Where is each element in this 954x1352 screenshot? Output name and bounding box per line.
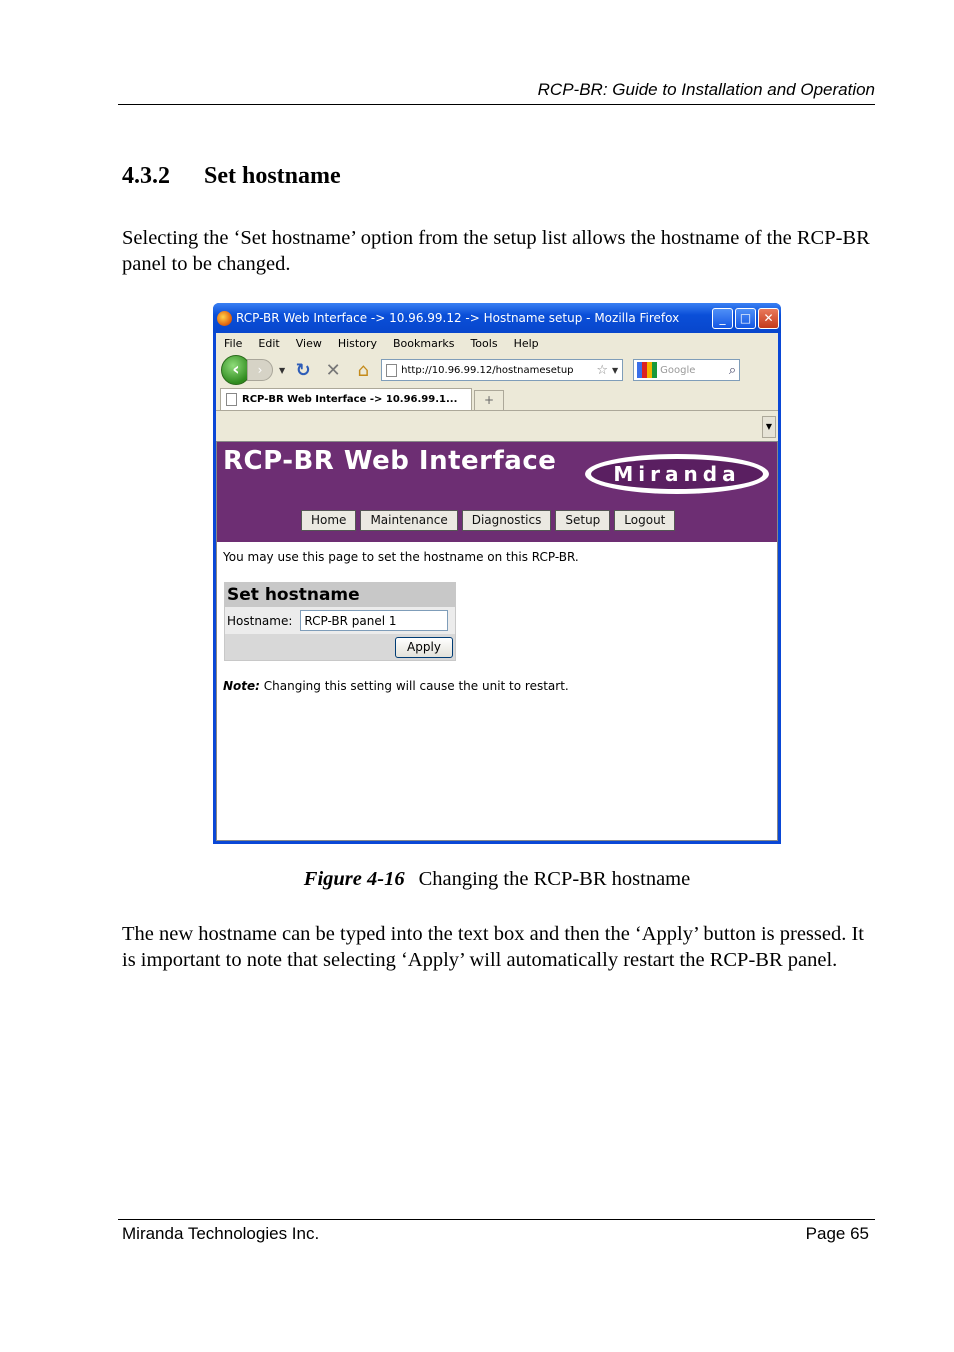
section-title: Set hostname <box>204 163 341 189</box>
note-text: Changing this setting will cause the unit to restart. <box>259 679 569 693</box>
back-arrow-icon[interactable]: ‹ <box>221 355 251 385</box>
hostname-row <box>225 607 455 634</box>
browser-chrome <box>216 333 778 841</box>
magnifier-icon[interactable]: ⌕ <box>728 362 737 378</box>
nav-logout-button[interactable]: Logout <box>614 510 675 531</box>
figure-caption <box>0 868 954 891</box>
apply-button[interactable]: Apply <box>395 637 453 658</box>
menu-help[interactable]: Help <box>513 336 539 350</box>
hostname-form <box>224 582 456 661</box>
nav-diagnostics-button[interactable]: Diagnostics <box>462 510 552 531</box>
form-footer <box>225 634 455 660</box>
menu-file[interactable]: File <box>224 336 243 350</box>
nav-maintenance-button[interactable]: Maintenance <box>360 510 457 531</box>
web-page-content <box>216 441 778 841</box>
footer-rule <box>118 1219 875 1220</box>
page-intro: You may use this page to set the hostname on this RCP-BR. <box>223 550 579 564</box>
reload-icon[interactable]: ↻ <box>295 359 311 381</box>
history-dropdown-icon[interactable]: ▼ <box>279 365 286 375</box>
logo-text: Miranda <box>613 462 741 486</box>
tab-title: RCP-BR Web Interface -> 10.96.99.1... <box>242 394 458 405</box>
note-label: Note: <box>223 679 260 693</box>
menu-bookmarks[interactable]: Bookmarks <box>392 336 455 350</box>
home-icon[interactable]: ⌂ <box>357 359 369 381</box>
navigation-toolbar <box>216 353 778 387</box>
firefox-icon <box>217 311 232 326</box>
browser-window <box>213 303 781 844</box>
title-bar <box>213 303 781 333</box>
search-placeholder: Google <box>660 364 696 376</box>
search-box[interactable] <box>633 359 740 381</box>
form-title: Set hostname <box>225 583 455 607</box>
url-dropdown-icon[interactable]: ▼ <box>612 365 619 375</box>
google-logo-icon[interactable] <box>637 362 657 378</box>
new-tab-icon[interactable]: + <box>474 390 504 410</box>
running-header: RCP-BR: Guide to Installation and Operation <box>537 80 875 99</box>
figure-caption-text: Changing the RCP-BR hostname <box>418 868 691 890</box>
figure-label: Figure 4-16 <box>303 868 405 890</box>
bookmark-star-icon[interactable]: ☆ <box>596 362 608 378</box>
tab-list-icon[interactable]: ▼ <box>762 416 776 438</box>
hostname-input[interactable] <box>300 610 448 631</box>
minimize-icon[interactable]: _ <box>712 308 733 329</box>
hostname-label: Hostname: <box>227 613 293 628</box>
tab-hostname-setup[interactable] <box>220 388 472 410</box>
restart-note <box>223 679 569 693</box>
tab-page-icon <box>226 393 237 406</box>
page-banner <box>217 442 777 542</box>
footer-company: Miranda Technologies Inc. <box>122 1224 320 1243</box>
page-icon <box>386 364 397 377</box>
menu-history[interactable]: History <box>337 336 377 350</box>
menu-tools[interactable]: Tools <box>470 336 498 350</box>
intro-paragraph: Selecting the ‘Set hostname’ option from the setup list allows the hostname of the RCP-BR panel to be changed. <box>122 227 870 275</box>
nav-setup-button[interactable]: Setup <box>555 510 610 531</box>
header-rule <box>118 104 875 105</box>
maximize-icon[interactable]: □ <box>735 308 756 329</box>
url-bar[interactable] <box>381 359 623 381</box>
window-title: RCP-BR Web Interface -> 10.96.99.12 -> Hostname setup - Mozilla Firefox <box>236 311 680 325</box>
body-paragraph: The new hostname can be typed into the text box and then the ‘Apply’ button is pressed. It is important to note that selecting ‘Apply’ will automatically restart the RCP-BR panel. <box>122 923 864 971</box>
tab-bar <box>216 387 778 411</box>
url-text: http://10.96.99.12/hostnamesetup <box>401 364 574 376</box>
menu-view[interactable]: View <box>295 336 322 350</box>
site-nav <box>301 510 675 531</box>
stop-icon[interactable]: ✕ <box>325 359 341 381</box>
nav-home-button[interactable]: Home <box>301 510 356 531</box>
banner-title: RCP-BR Web Interface <box>223 446 557 476</box>
section-heading <box>122 163 341 190</box>
section-number: 4.3.2 <box>122 163 170 189</box>
forward-arrow-icon[interactable]: › <box>247 359 273 381</box>
footer-page-number: Page 65 <box>805 1224 869 1243</box>
close-icon[interactable]: ✕ <box>758 308 779 329</box>
menu-bar <box>216 333 778 353</box>
menu-edit[interactable]: Edit <box>258 336 280 350</box>
miranda-logo <box>583 452 771 496</box>
